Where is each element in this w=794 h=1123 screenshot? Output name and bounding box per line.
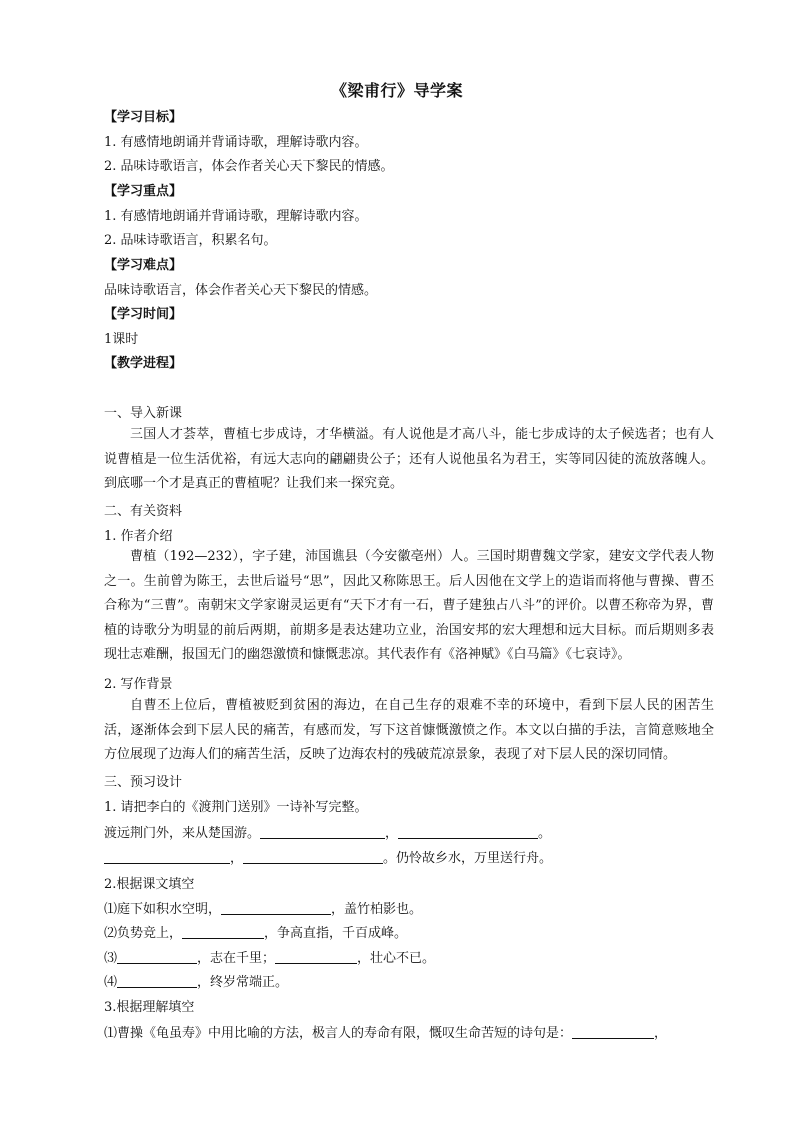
- fill-text: ⑴曹操《龟虽寿》中用比喻的方法，极言人的寿命有限，慨叹生命苦短的诗句是：: [104, 1026, 573, 1041]
- fill-blank[interactable]: [117, 951, 197, 964]
- fill-line: [104, 971, 708, 990]
- intro-text: 三国人才荟萃，曹植七步成诗，才华横溢。有人说他是才高八斗，能七步成诗的太子候选者；也有人说曹植是一位生活优裕，有远大志向的翩翩贵公子；还有人说他虽名为君王，实等同囚徒的流放落魄人。到底哪一个才是真正的曹植呢？让我们来一探究竟。: [104, 427, 714, 491]
- section-heading: 二、有关资料: [104, 504, 183, 519]
- fill-blank[interactable]: [398, 826, 538, 839]
- fill-blank[interactable]: [182, 926, 264, 939]
- fill-text: ，: [385, 826, 399, 841]
- question-heading: 3.根据理解填空: [104, 1000, 195, 1015]
- fill-text: ，争高直指，千百成峰。: [264, 926, 408, 941]
- fill-text: ，终岁常端正。: [197, 975, 289, 990]
- fill-text: 渡远荆门外，来从楚国游。: [104, 826, 261, 841]
- fill-text: ⑷: [104, 975, 118, 990]
- subsection-heading: 1. 作者介绍: [104, 529, 173, 544]
- background-text: 自曹丕上位后，曹植被贬到贫困的海边，在自己生存的艰难不幸的环境中，看到下层人民的困苦生活，逐渐体会到下层人民的痛苦，有感而发，写下这首慷慨激愤之作。本文以白描的手法，言简意赅地全方位展现了边海人们的痛苦生活，反映了边海农村的残破荒凉景象，表现了对下层人民的深切同情。: [104, 698, 714, 762]
- question-heading: 2.根据课文填空: [104, 877, 195, 892]
- fill-blank[interactable]: [117, 975, 197, 988]
- fill-text: ，: [654, 1026, 668, 1041]
- key-item: 2. 品味诗歌语言，积累名句。: [104, 233, 277, 248]
- section-heading: 三、预习设计: [104, 775, 183, 790]
- fill-line: [104, 947, 708, 966]
- fill-text: 。仍怜故乡水，万里送行舟。: [383, 851, 553, 866]
- fill-line: [104, 922, 708, 941]
- fill-text: ，: [230, 851, 244, 866]
- fill-blank[interactable]: [572, 1026, 654, 1039]
- fill-blank[interactable]: [221, 902, 331, 915]
- time-text: 1课时: [104, 332, 139, 347]
- question-heading: 1. 请把李白的《渡荆门送别》一诗补写完整。: [104, 800, 368, 815]
- fill-text: ，壮心不已。: [357, 951, 436, 966]
- key-item: 1. 有感情地朗诵并背诵诗歌，理解诗歌内容。: [104, 209, 368, 224]
- subsection-heading: 2. 写作背景: [104, 677, 173, 692]
- fill-blank[interactable]: [243, 851, 383, 864]
- goal-item: 2. 品味诗歌语言，体会作者关心天下黎民的情感。: [104, 159, 394, 174]
- fill-text: ，盖竹柏影也。: [331, 902, 423, 917]
- goal-item: 1. 有感情地朗诵并背诵诗歌，理解诗歌内容。: [104, 135, 368, 150]
- fill-line: [104, 898, 708, 917]
- fill-text: ，志在千里；: [197, 951, 276, 966]
- fill-text: ⑶: [104, 951, 118, 966]
- difficulty-text: 品味诗歌语言，体会作者关心天下黎民的情感。: [104, 283, 378, 298]
- page-title: 《梁甫行》导学案: [330, 81, 463, 100]
- fill-text: ⑴庭下如积水空明，: [104, 902, 222, 917]
- fill-line: [104, 822, 708, 841]
- fill-line: [104, 1022, 708, 1041]
- fill-text: ⑵负势竞上，: [104, 926, 183, 941]
- fill-text: 。: [538, 826, 552, 841]
- fill-line: [104, 847, 708, 866]
- author-text: 曹植（192—232），字子建，沛国谯县（今安徽亳州）人。三国时期曹魏文学家，建安文学代表人物之一。生前曾为陈王，去世后谥号“思”，因此又称陈思王。后人因他在文学上的造诣而将他与曹操、曹丕合称为“三曹”。南朝宋文学家谢灵运更有“天下才有一石，曹子建独占八斗”的评价。以曹丕称帝为界，曹植的诗歌分为明显的前后两期，前期多是表达建功立业，治国安邦的宏大理想和远大目标。而后期则多表现壮志难酬，报国无门的幽怨激愤和慷慨悲凉。其代表作有《洛神赋》《白马篇》《七哀诗》。: [104, 549, 714, 662]
- background-paragraph: [104, 694, 714, 768]
- fill-blank[interactable]: [260, 826, 385, 839]
- fill-blank[interactable]: [104, 851, 230, 864]
- author-paragraph: [104, 545, 714, 668]
- section-heading: 一、导入新课: [104, 406, 183, 421]
- process-heading: 【教学进程】: [104, 356, 183, 371]
- difficulty-heading: 【学习难点】: [104, 258, 183, 273]
- time-heading: 【学习时间】: [104, 307, 183, 322]
- goals-heading: 【学习目标】: [104, 110, 183, 125]
- fill-blank[interactable]: [275, 951, 357, 964]
- intro-paragraph: [104, 423, 714, 497]
- key-heading: 【学习重点】: [104, 184, 183, 199]
